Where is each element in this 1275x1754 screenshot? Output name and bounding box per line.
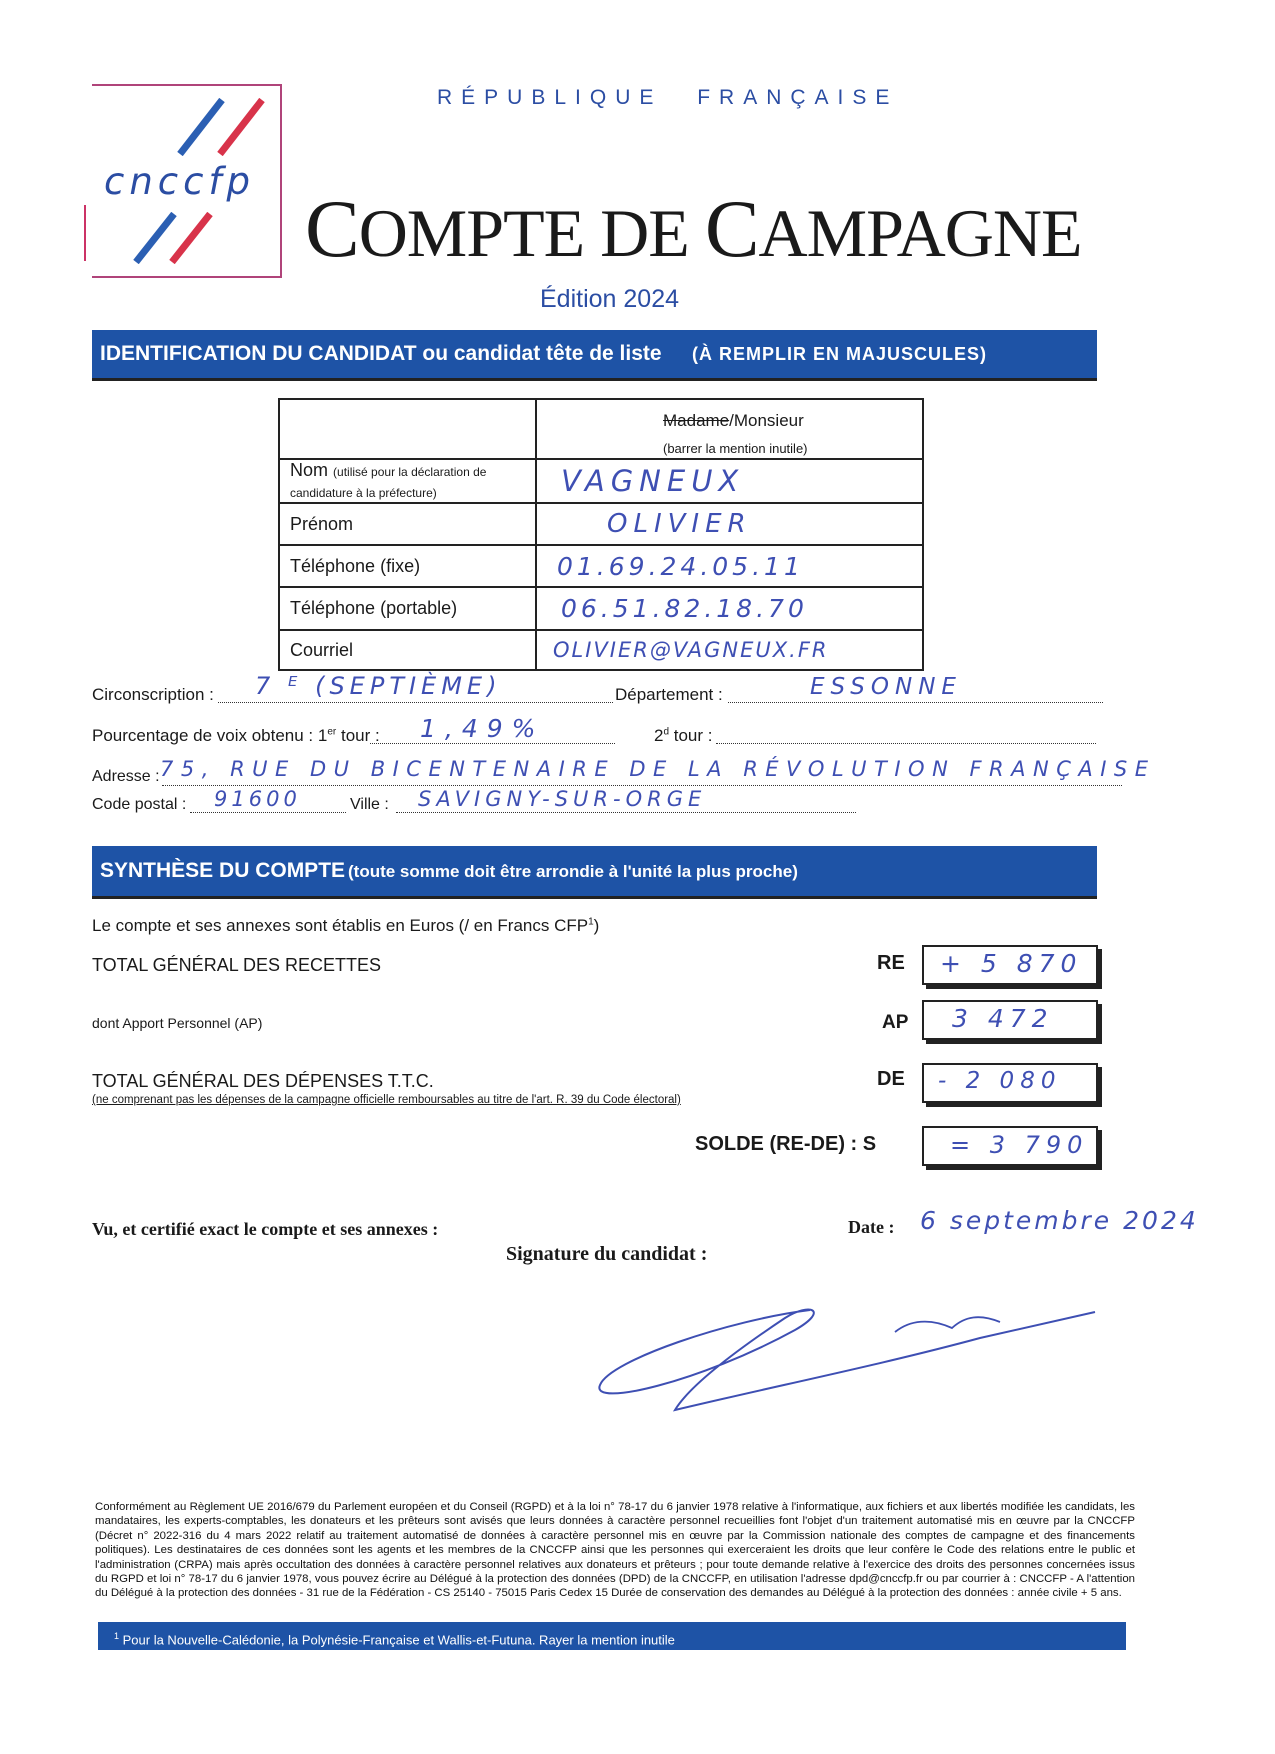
apport-box (922, 1000, 1098, 1040)
logo-stripes-top-icon (170, 98, 280, 156)
circonscription-value: 7 ᴱ (SEPTIÈME) (255, 672, 502, 700)
circonscription-label: Circonscription : (92, 685, 214, 704)
certification-text: Vu, et certifié exact le compte et ses annexes : (92, 1219, 439, 1239)
solde-box (922, 1126, 1098, 1166)
adresse-value: 75, RUE DU BICENTENAIRE DE LA RÉVOLUTION FRANÇAISE (160, 757, 1156, 781)
date-label: Date : (848, 1217, 895, 1237)
departement-label: Département : (615, 685, 723, 704)
depenses-box (922, 1063, 1098, 1103)
table-row: Madame/Monsieur (barrer la mention inutile) (279, 399, 923, 459)
table-row: Téléphone (portable) 06.51.82.18.70 (279, 587, 923, 630)
rgpd-notice: Conformément au Règlement UE 2016/679 du Parlement européen et du Conseil (RGPD) et à la loi n° 78-17 du 6 janvier 1978 relative à l'informatique, aux fichiers et aux libertés modifiée les candidats, les mandataires, les experts-comptables, les donateurs et les prêteurs sont avisés que leurs données à caractère personnel recueillies font l'objet d'un traitement automatisé mis en œuvre par la CNCCFP (Décret n° 2022-316 du 4 mars 2022 relatif au traitement automatisé de données à caractère personnel mis en œuvre par la Commission nationale des comptes de campagne et des financements politiques). Les destinataires de ces données sont les agents et les membres de la CNCCFP ainsi que les personnes qui exerceraient les droits que leur confère le Code des relations entre le public et l'administration (CRPA) mais après occultation des données à caractère personnel relatives aux donateurs et prêteurs ; pour toute demande relative à l'exercice des droits des personnes concernées issus du RGPD et loi n° 78-17 du 6 janvier 1978, vous pouvez écrire au Délégué à la protection des données (DPD) de la CNCCFP, en utilisation l'adresse dpd@cnccfp.fr ou par courrier à : CNCCFP - A l'attention du Délégué à la protection des données - 31 rue de la Fédération - CS 25140 - 75015 Paris Cedex 15 Durée de conservation des demandes au Délégué à la protection des données : année civile + 5 ans. (95, 1501, 1135, 1600)
depenses-code: DE (877, 1068, 905, 1090)
prenom-value: OLIVIER (607, 509, 752, 539)
republique-francaise: RÉPUBLIQUE FRANÇAISE (437, 86, 899, 109)
recettes-label: TOTAL GÉNÉRAL DES RECETTES (92, 955, 382, 975)
table-row: Nom (utilisé pour la déclaration de candidature à la préfecture) VAGNEUX (279, 459, 923, 503)
recettes-box (922, 945, 1098, 985)
adresse-label: Adresse : (92, 768, 160, 785)
code-postal-value: 91600 (214, 787, 301, 811)
recettes-code: RE (877, 952, 905, 974)
signature-image (580, 1290, 1100, 1420)
telephone-fixe-value: 01.69.24.05.11 (557, 551, 804, 581)
currency-note: Le compte et ses annexes sont établis en Euros (/ en Francs CFP$^1$) (92, 916, 600, 935)
nom-value: VAGNEUX (561, 464, 745, 498)
dotted-line (162, 785, 1122, 786)
date-value: 6 septembre 2024 (920, 1206, 1199, 1235)
ville-value: SAVIGNY-SUR-ORGE (418, 787, 707, 811)
tour2-label: 2$^d$ tour : (654, 726, 713, 745)
departement-value: ESSONNE (810, 674, 962, 700)
pourcentage-label: Pourcentage de voix obtenu : 1er tour : (92, 726, 380, 745)
depenses-note: (ne comprenant pas les dépenses de la campagne officielle remboursables au titre de l'art. R. 39 du Code électoral) (92, 1094, 681, 1106)
logo: cnccfp (104, 160, 255, 203)
recettes-value: + 5 870 (940, 949, 1083, 978)
section-header-identification: IDENTIFICATION DU CANDIDAT ou candidat tête de liste (À REMPLIR EN MAJUSCULES) (92, 330, 1097, 381)
logo-frame (280, 84, 282, 278)
depenses-value: - 2 080 (938, 1068, 1062, 1094)
solde-value: = 3 790 (950, 1131, 1089, 1159)
edition-label: Édition 2024 (540, 285, 680, 313)
identification-table (278, 398, 924, 671)
telephone-portable-value: 06.51.82.18.70 (561, 594, 808, 623)
gender-madame-struck: Madame (663, 410, 730, 430)
table-row: Prénom OLIVIER (279, 503, 923, 545)
footnote-bar: $^1$ Pour la Nouvelle-Calédonie, la Polynésie-Française et Wallis-et-Futuna. Rayer la mention inutile (98, 1622, 1126, 1650)
document-title: COMPTE DE CAMPAGNE (305, 183, 1082, 274)
section-header-synthese: SYNTHÈSE DU COMPTE (toute somme doit être arrondie à l'unité la plus proche) (92, 846, 1097, 899)
dotted-line (728, 702, 1103, 703)
logo-stripes-bottom-icon (130, 212, 240, 264)
signature-label: Signature du candidat : (506, 1243, 708, 1265)
table-row: Téléphone (fixe) 01.69.24.05.11 (279, 545, 923, 587)
dotted-line (370, 743, 615, 744)
courriel-value: OLIVIER@VAGNEUX.FR (553, 638, 829, 662)
dotted-line (218, 702, 613, 703)
dotted-line (396, 812, 856, 813)
apport-label: dont Apport Personnel (AP) (92, 1015, 263, 1031)
pourcentage-value: 1,49% (420, 714, 545, 743)
apport-value: 3 472 (952, 1004, 1054, 1033)
apport-code: AP (882, 1012, 909, 1033)
dotted-line (190, 812, 346, 813)
dotted-line (716, 743, 1096, 744)
logo-frame (92, 276, 282, 278)
logo-frame (92, 84, 282, 86)
logo-frame (84, 205, 86, 261)
ville-label: Ville : (350, 796, 389, 813)
table-row: Courriel OLIVIER@VAGNEUX.FR (279, 630, 923, 670)
code-postal-label: Code postal : (92, 796, 187, 813)
solde-label: SOLDE (RE-DE) : S (695, 1133, 877, 1155)
depenses-label: TOTAL GÉNÉRAL DES DÉPENSES T.T.C. (92, 1071, 434, 1091)
